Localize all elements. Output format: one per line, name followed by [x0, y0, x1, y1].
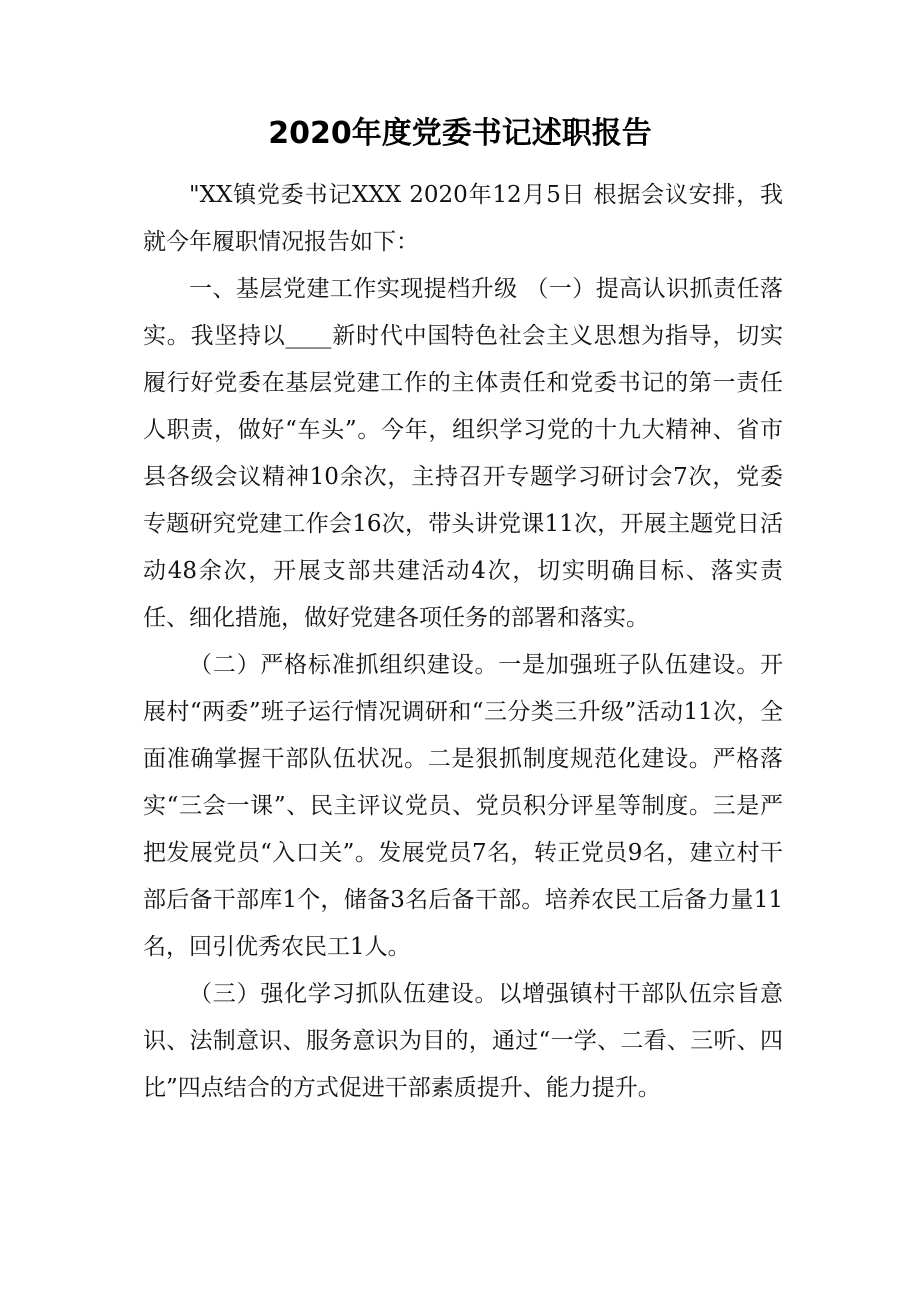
- section-one-paragraph: 一、基层党建工作实现提档升级 （一）提高认识抓责任落实。我坚持以____新时代中国特色社会主义思想为指导，切实履行好党委在基层党建工作的主体责任和党委书记的第一责任人职责，做好“车头”。今年，组织学习党的十九大精神、省市县各级会议精神10余次，主持召开专题学习研讨会7次，党委专题研究党建工作会16次，带头讲党课11次，开展主题党日活动48余次，开展支部共建活动4次，切实明确目标、落实责任、细化措施，做好党建各项任务的部署和落实。: [143, 276, 783, 631]
- intro-paragraph: "XX镇党委书记XXX 2020年12月5日 根据会议安排，我就今年履职情况报告如下：: [143, 182, 783, 255]
- document-title: 2020年度党委书记述职报告: [268, 116, 652, 151]
- section-three-paragraph: （三）强化学习抓队伍建设。以增强镇村干部队伍宗旨意识、法制意识、服务意识为目的，通过“一学、二看、三听、四比”四点结合的方式促进干部素质提升、能力提升。: [143, 981, 783, 1101]
- section-two-paragraph: （二）严格标准抓组织建设。一是加强班子队伍建设。开展村“两委”班子运行情况调研和“三分类三升级”活动11次，全面准确掌握干部队伍状况。二是狠抓制度规范化建设。严格落实“三会一课”、民主评议党员、党员积分评星等制度。三是严把发展党员“入口关”。发展党员7名，转正党员9名，建立村干部后备干部库1个，储备3名后备干部。培养农民工后备力量11名，回引优秀农民工1人。: [143, 652, 783, 960]
- document-body: [143, 172, 783, 1112]
